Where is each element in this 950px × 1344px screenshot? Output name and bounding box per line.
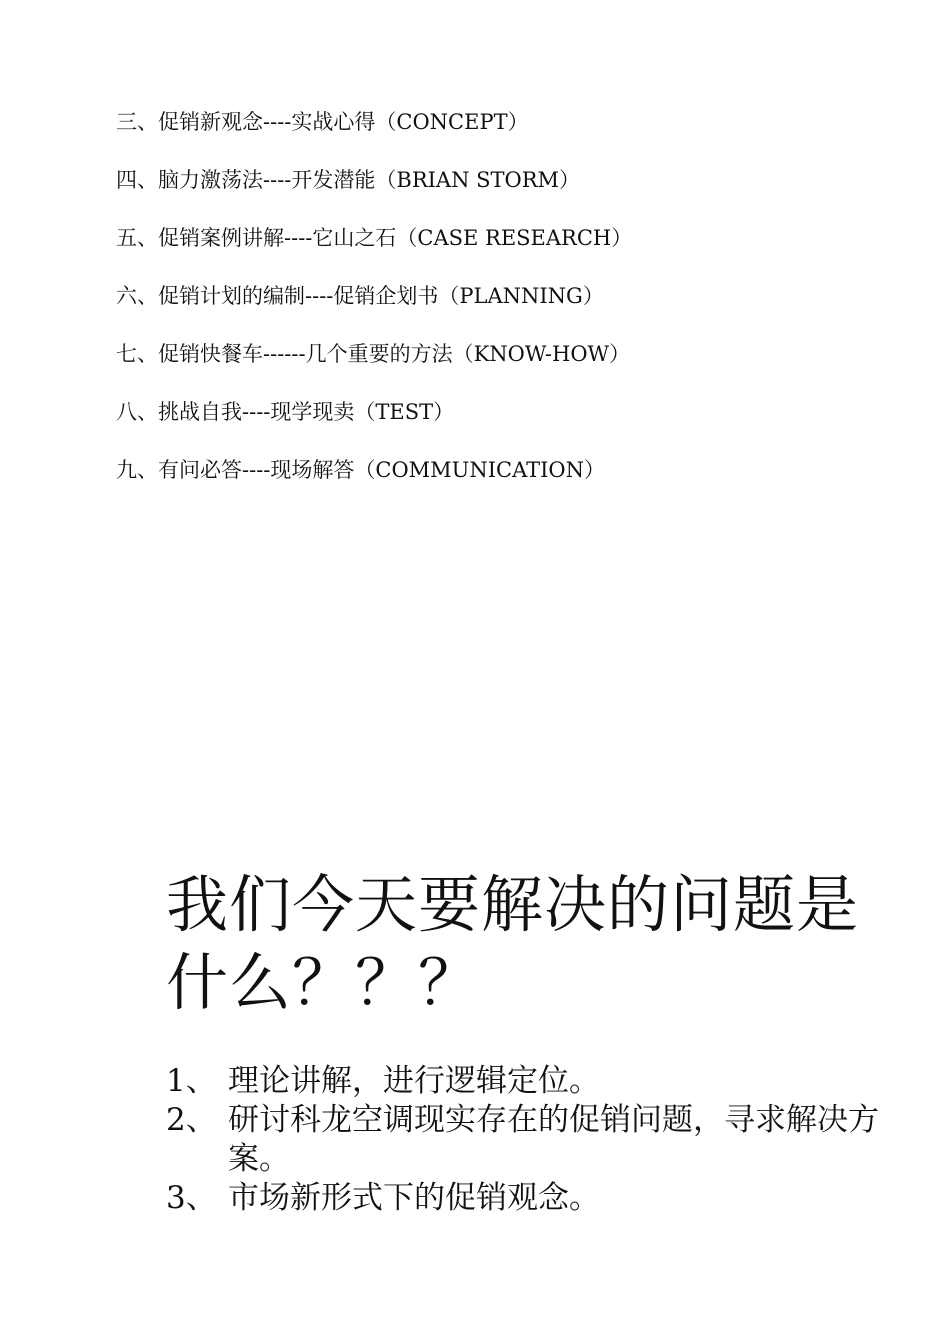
list-item [166, 1062, 886, 1101]
toc-item-3: 三、促销新观念----实战心得（CONCEPT） [116, 110, 529, 134]
slide-section [166, 866, 886, 1218]
toc-item-4: 四、脑力激荡法----开发潜能（BRIAN STORM） [116, 168, 581, 192]
point-number: 2、 [166, 1102, 217, 1138]
slide-title: 我们今天要解决的问题是什么？？？ [166, 868, 860, 1019]
list-item [166, 1101, 886, 1179]
point-list [166, 1062, 886, 1218]
toc-item-5: 五、促销案例讲解----它山之石（CASE RESEARCH） [116, 226, 633, 250]
point-text: 市场新形式下的促销观念。 [228, 1180, 600, 1216]
toc-item-6: 六、促销计划的编制----促销企划书（PLANNING） [116, 284, 604, 308]
toc-item-7: 七、促销快餐车------几个重要的方法（KNOW-HOW） [116, 342, 631, 366]
point-number: 1、 [166, 1063, 217, 1099]
table-of-contents [116, 104, 896, 510]
point-text: 理论讲解，进行逻辑定位。 [228, 1063, 600, 1099]
toc-item-9: 九、有问必答----现场解答（COMMUNICATION） [116, 458, 606, 482]
list-item [166, 1179, 886, 1218]
point-number: 3、 [166, 1180, 217, 1216]
point-text: 研讨科龙空调现实存在的促销问题，寻求解决方案。 [228, 1102, 879, 1177]
toc-item-8: 八、挑战自我----现学现卖（TEST） [116, 400, 455, 424]
